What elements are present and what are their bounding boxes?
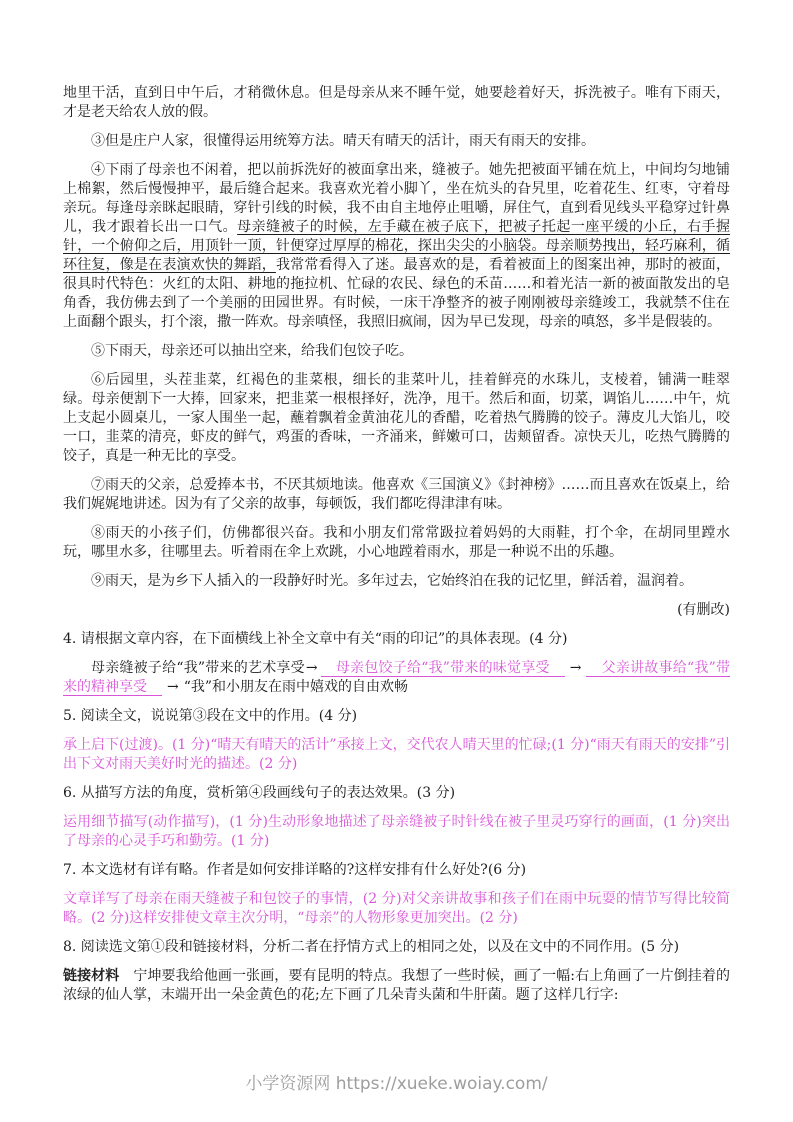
article-paragraph-5: ⑤下雨天，母亲还可以抽出空来，给我们包饺子吃。 (91, 343, 413, 359)
flow-arrow-icon: → (569, 660, 582, 676)
article-paragraph-9: ⑨雨天，是为乡下人插入的一段静好时光。多年过去，它始终泊在我的记忆里，鲜活着，温润着。 (91, 573, 693, 589)
article-paragraph-4 (63, 161, 730, 332)
linked-material-label: 链接材料 (63, 968, 120, 984)
question-5-prompt: 5. 阅读全文，说说第③段在文中的作用。(4 分) (63, 708, 358, 724)
paragraph-4-text-before: ④下雨了母亲也不闲着，把以前拆洗好的被面拿出来，缝被子。她先把被面平铺在炕上，中间均匀地铺上棉絮，然后慢慢抻平，最后缝合起来。我喜欢光着小脚丫，坐在炕头的旮旯里，吃着花生、红枣，守着母亲玩。每逢母亲眯起眼睛，穿针引线的时候，我不由自主地停止咀嚼，屏住气，直到看见线头平稳穿过针鼻儿，我才跟着长出一口气。 (63, 162, 730, 235)
question-4-answer-blank-2: 父亲讲故事给“我”带来的精神享受 (63, 660, 730, 695)
question-6-answer: 运用细节描写(动作描写)，(1 分)生动形象地描述了母亲缝被子时针线在被子里灵巧穿行的画面，(1 分)突出了母亲的心灵手巧和勤劳。(1 分) (63, 814, 730, 849)
flow-start-text: 母亲缝被子给“我”带来的艺术享受 (91, 660, 305, 676)
question-6-prompt: 6. 从描写方法的角度，赏析第④段画线句子的表达效果。(3 分) (63, 785, 456, 801)
article-paragraph-continuation: 地里干活，直到日中午后，才稍微休息。但是母亲从来不睡午觉，她要趁着好天，拆洗被子。唯有下雨天，才是老天给农人放的假。 (63, 85, 730, 120)
article-paragraph-8: ⑧雨天的小孩子们，仿佛都很兴奋。我和小朋友们常常趿拉着妈妈的大雨鞋，打个伞，在胡同里蹚水玩，哪里水多，往哪里去。听着雨在伞上欢跳，小心地蹚着雨水，那是一种说不出的乐趣。 (63, 525, 730, 560)
flow-arrow-icon: → (305, 660, 318, 676)
article-paragraph-3: ③但是庄户人家，很懂得运用统筹方法。晴天有晴天的活计，雨天有雨天的安排。 (91, 133, 595, 149)
paragraph-4-underlined-sentence: 母亲缝被子的时候，左手藏在被子底下，把被子托起一座平缓的小丘，右手握针，一个俯仰之后，用顶针一顶，针便穿过厚厚的棉花，探出尖尖的小脑袋。母亲顺势拽出，轻巧麻利，循环往复，像是在表演欢快的舞蹈， (63, 219, 731, 273)
question-5-answer: 承上启下(过渡)。(1 分)“晴天有晴天的活计”承接上文，交代农人晴天里的忙碌;(1 分)“雨天有雨天的安排”引出下文对雨天美好时光的描述。(2 分) (63, 737, 730, 772)
question-4-prompt: 4. 请根据文章内容，在下面横线上补全文章中有关“雨的印记”的具体表现。(4 分) (63, 631, 568, 647)
question-4-answer-flow (63, 659, 730, 697)
article-paragraph-7: ⑦雨天的父亲，总爱捧本书，不厌其烦地读。他喜欢《三国演义》《封神榜》……而且喜欢在饭桌上，给我们娓娓地讲述。因为有了父亲的故事，每顿饭，我们都吃得津津有味。 (63, 477, 730, 512)
flow-end-text: “我”和小朋友在雨中嬉戏的自由欢畅 (183, 679, 409, 695)
source-note: (有删改) (677, 602, 730, 618)
article-paragraph-6: ⑥后园里，头茬韭菜，红褐色的韭菜根，细长的韭菜叶儿，挂着鲜亮的水珠儿，支棱着，铺满一畦翠绿。母亲便割下一大捧，回家来，把韭菜一根根择好，洗净，甩干。然后和面，切菜，调馅儿……中午，炕上支起小圆桌儿，一家人围坐一起，蘸着飘着金黄油花儿的香醋，吃着热气腾腾的饺子。薄皮儿大馅儿，咬一口，韭菜的清亮，虾皮的鲜气，鸡蛋的香味，一齐涌来，鲜嫩可口，齿颊留香。凉快天儿，吃热气腾腾的饺子，真是一种无比的享受。 (63, 372, 730, 464)
flow-arrow-icon: → (167, 679, 179, 695)
question-4-answer-blank-1: 母亲包饺子给“我”带来的味觉享受 (321, 660, 565, 677)
question-7-prompt: 7. 本文选材有详有略。作者是如何安排详略的?这样安排有什么好处?(6 分) (63, 862, 527, 878)
linked-material-paragraph (63, 967, 730, 1005)
linked-material-text: 宁坤要我给他画一张画，要有昆明的特点。我想了一些时候，画了一幅:右上角画了一片倒挂着的浓绿的仙人掌，末端开出一朵金黄色的花;左下画了几朵青头菌和牛肝菌。题了这样几行字: (63, 968, 730, 1003)
question-8-prompt: 8. 阅读选文第①段和链接材料，分析二者在抒情方式上的相同之处，以及在文中的不同作用。(5 分) (63, 939, 680, 955)
paragraph-4-text-after: 我常常看得入了迷。最喜欢的是，看着被面上的图案出神，那时的被面，很具时代特色：火红的太阳、耕地的拖拉机、忙碌的农民、绿色的禾苗……和着光洁一新的被面散发出的皂角香，我仿佛去到了一个美丽的田园世界。有时候，一床干净整齐的被子刚刚被母亲缝竣工，我就禁不住在上面翻个跟头，打个滚，撒一阵欢。母亲嗔怪，我照旧疯闹，因为早已发现，母亲的嗔怒，多半是假装的。 (63, 257, 731, 330)
site-footer-watermark: 小学资源网 https://xueke.woiay.com/ (245, 1074, 548, 1094)
question-7-answer: 文章详写了母亲在雨天缝被子和包饺子的事情，(2 分)对父亲讲故事和孩子们在雨中玩耍的情节写得比较简略。(2 分)这样安排使文章主次分明，“母亲”的人物形象更加突出。(2 分) (63, 891, 730, 926)
